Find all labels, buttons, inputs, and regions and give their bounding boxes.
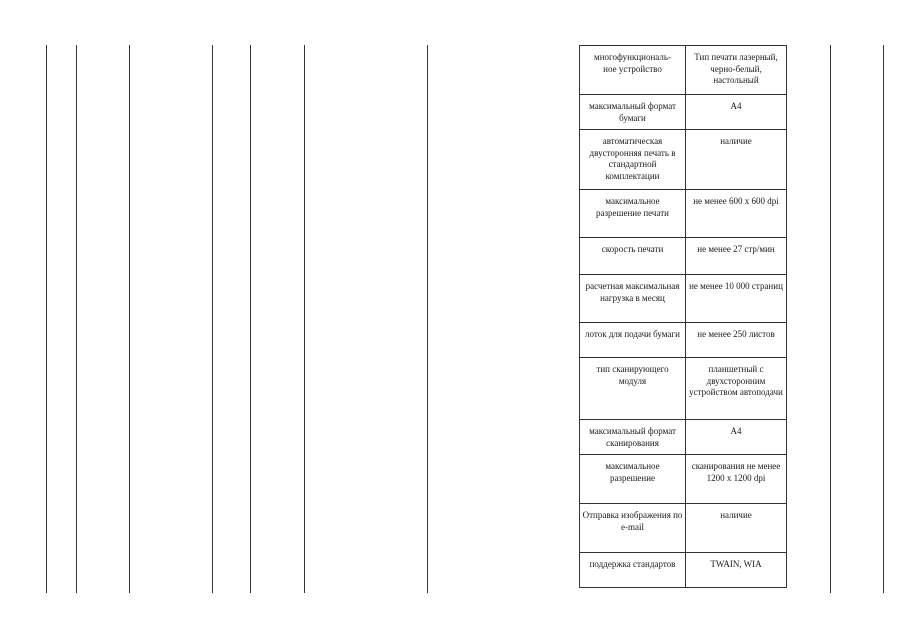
spec-value: не менее 27 стр/мин — [686, 238, 787, 275]
table-row — [580, 455, 787, 504]
spec-value: не менее 10 000 страниц — [686, 275, 787, 323]
spec-value: не менее 250 листов — [686, 323, 787, 358]
spec-name: максимальный формат бумаги — [580, 95, 686, 130]
spec-value: наличие — [686, 130, 787, 190]
spec-value: планшетный с двухсторонним устройством автоподачи — [686, 358, 787, 420]
column-rule — [830, 45, 831, 593]
table-row — [580, 553, 787, 588]
spec-name: автоматическая двусторонняя печать в стандартной комплектации — [580, 130, 686, 190]
spec-name: многофункциональ- ное устройство — [580, 46, 686, 95]
spec-value: не менее 600 х 600 dpi — [686, 190, 787, 238]
spec-name: расчетная максимальная нагрузка в месяц — [580, 275, 686, 323]
spec-name: скорость печати — [580, 238, 686, 275]
spec-value: TWAIN, WIA — [686, 553, 787, 588]
spec-name: тип сканирующего модуля — [580, 358, 686, 420]
spec-value: Тип печати лазерный, черно-белый, настольный — [686, 46, 787, 95]
column-rule — [250, 45, 251, 593]
spec-value: А4 — [686, 420, 787, 455]
spec-value: сканирования не менее 1200 х 1200 dpi — [686, 455, 787, 504]
table-row — [580, 420, 787, 455]
spec-name: лоток для подачи бумаги — [580, 323, 686, 358]
spec-name: поддержка стандартов — [580, 553, 686, 588]
table-row — [580, 275, 787, 323]
table-row — [580, 95, 787, 130]
column-rule — [212, 45, 213, 593]
column-rule — [129, 45, 130, 593]
table-row — [580, 238, 787, 275]
spec-table — [579, 45, 787, 588]
table-row — [580, 130, 787, 190]
table-row — [580, 46, 787, 95]
table-row — [580, 323, 787, 358]
column-rule — [76, 45, 77, 593]
table-row — [580, 504, 787, 553]
column-rule — [883, 45, 884, 593]
spec-name: максимальное разрешение — [580, 455, 686, 504]
spec-name: максимальный формат сканирования — [580, 420, 686, 455]
table-row — [580, 190, 787, 238]
spec-name: максимальное разрешение печати — [580, 190, 686, 238]
spec-value: А4 — [686, 95, 787, 130]
spec-name: Отправка изображения по e-mail — [580, 504, 686, 553]
column-rule — [304, 45, 305, 593]
column-rule — [427, 45, 428, 593]
column-rule — [46, 45, 47, 593]
spec-value: наличие — [686, 504, 787, 553]
table-row — [580, 358, 787, 420]
